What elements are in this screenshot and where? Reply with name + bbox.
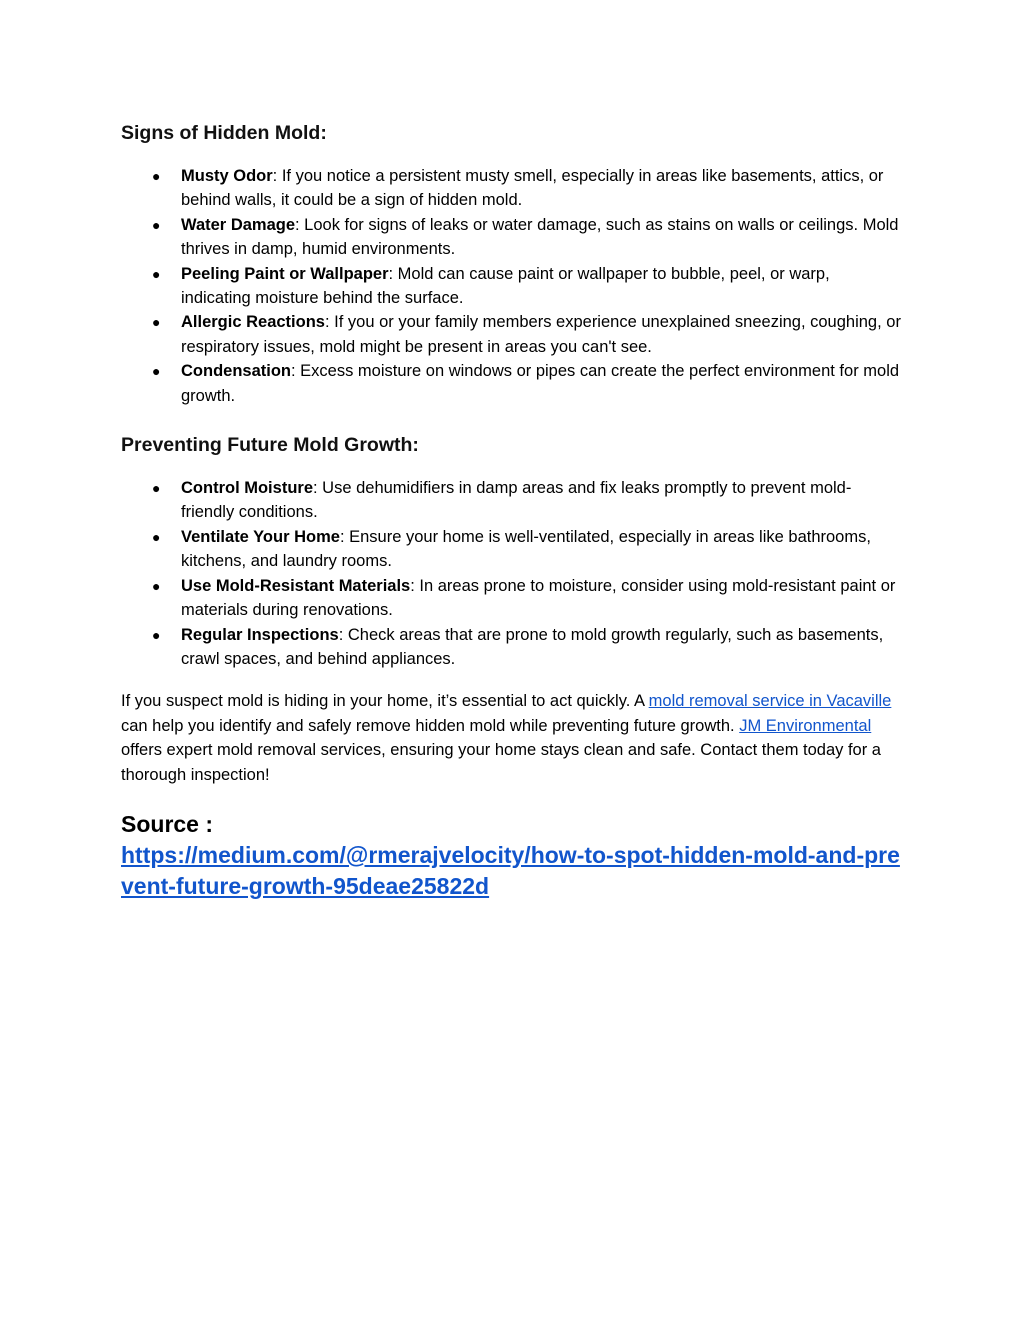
item-term: Regular Inspections — [181, 625, 339, 644]
item-text: : Excess moisture on windows or pipes can create the perfect environment for mold growth. — [181, 362, 900, 405]
source-block — [121, 809, 903, 902]
bullet-icon: ● — [152, 265, 161, 282]
mold-removal-service-link[interactable]: mold removal service in Vacaville — [648, 692, 892, 711]
bullet-icon: ● — [152, 363, 161, 380]
closing-text: If you suspect mold is hiding in your home, it’s essential to act quickly. A — [121, 692, 649, 711]
bullet-icon: ● — [152, 626, 161, 643]
list-item — [121, 213, 903, 262]
list-item — [121, 310, 903, 359]
closing-paragraph — [121, 689, 903, 787]
item-text: : Check areas that are prone to mold growth regularly, such as basements, crawl spaces, and behind appliances. — [181, 625, 884, 668]
item-term: Condensation — [181, 362, 291, 381]
closing-text: can help you identify and safely remove hidden mold while preventing future growth. — [121, 716, 740, 735]
list-item — [121, 476, 903, 525]
document-page — [121, 0, 903, 902]
bullet-icon: ● — [152, 528, 161, 545]
source-label: Source : — [121, 810, 214, 837]
list-item — [121, 623, 903, 672]
bullet-icon: ● — [152, 577, 161, 594]
item-text: : If you notice a persistent musty smell, especially in areas like basements, attics, or behind walls, it could be a sign of hidden mold. — [181, 167, 884, 210]
bullet-icon: ● — [152, 168, 161, 184]
item-term: Water Damage — [181, 215, 296, 234]
item-term: Musty Odor — [181, 167, 273, 185]
section-heading-signs: Signs of Hidden Mold: — [121, 122, 327, 144]
list-item — [121, 164, 903, 213]
item-text: : Mold can cause paint or wallpaper to bubble, peel, or warp, indicating moisture behind the surface. — [181, 264, 830, 308]
item-term: Use Mold-Resistant Materials — [181, 576, 411, 595]
signs-list — [121, 164, 903, 408]
jm-environmental-link[interactable]: JM Environmental — [739, 716, 872, 735]
item-term: Peeling Paint or Wallpaper — [181, 264, 389, 283]
bullet-icon: ● — [152, 216, 161, 233]
item-text: : In areas prone to moisture, consider using mold-resistant paint or materials during renovations. — [181, 576, 896, 620]
closing-text: offers expert mold removal services, ensuring your home stays clean and safe. Contact them today for a thorough inspection! — [121, 741, 881, 784]
section-heading-prevent: Preventing Future Mold Growth: — [121, 434, 419, 457]
item-text: : Look for signs of leaks or water damage, such as stains on walls or ceilings. Mold thrives in damp, humid environments. — [181, 215, 899, 259]
item-term: Ventilate Your Home — [181, 527, 340, 546]
list-item — [121, 262, 903, 311]
bullet-icon: ● — [152, 480, 161, 497]
item-text: : Use dehumidifiers in damp areas and fix leaks promptly to prevent mold-friendly conditions. — [181, 479, 852, 522]
item-text: : Ensure your home is well-ventilated, especially in areas like bathrooms, kitchens, and laundry rooms. — [181, 527, 871, 571]
item-term: Allergic Reactions — [181, 313, 325, 332]
prevent-list — [121, 476, 903, 671]
list-item — [121, 574, 903, 623]
bullet-icon: ● — [152, 314, 161, 331]
item-term: Control Moisture — [181, 479, 313, 498]
list-item — [121, 359, 903, 408]
item-text: : If you or your family members experience unexplained sneezing, coughing, or respiratory issues, mold might be present in areas you can't see. — [181, 313, 901, 356]
list-item — [121, 525, 903, 574]
source-url-link[interactable]: https://medium.com/@rmerajvelocity/how-to-spot-hidden-mold-and-prevent-future-growth-95deae25822d — [121, 841, 900, 899]
